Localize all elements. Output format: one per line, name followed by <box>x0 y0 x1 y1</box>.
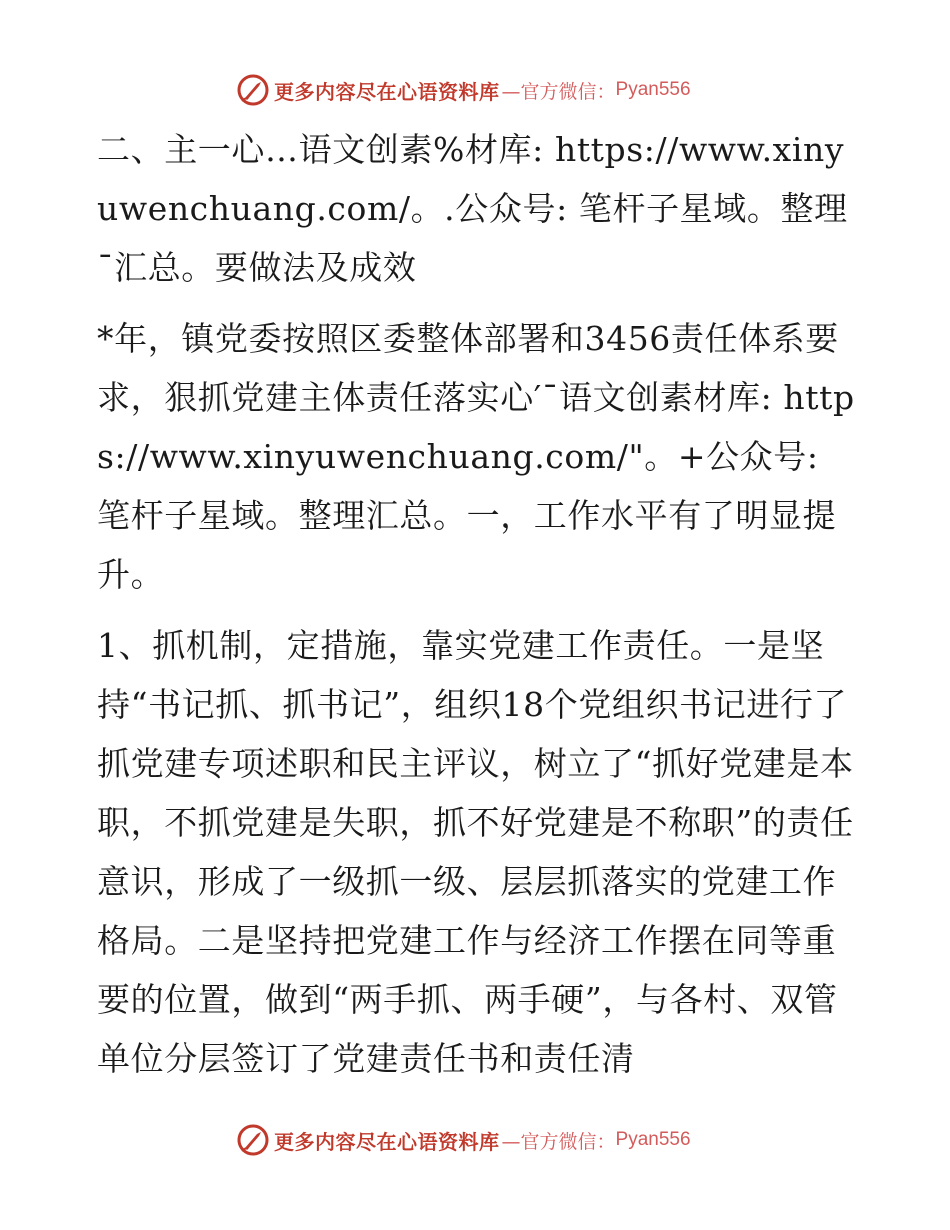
intro-paragraph: *年，镇党委按照区委整体部署和3456责任体系要求，狠抓党建主体责任落实心′¯语文创素材库: https://www.xinyuwenchuang.com/"。+公众号: 笔杆子星域。整理汇总。一，工作水平有了明显提升。 <box>97 319 855 594</box>
banner-title: 更多内容尽在心语资料库 <box>274 79 500 104</box>
document-body <box>97 120 857 1088</box>
heading-paragraph: 二、主一心…语文创素%材库: https://www.xinyuwenchuang.com/。.公众号: 笔杆子星域。整理¯汇总。要做法及成效 <box>97 130 848 287</box>
banner-wechat-label: —官方微信： <box>501 80 616 103</box>
section-1-paragraph: 1、抓机制，定措施，靠实党建工作责任。一是坚持“书记抓、抓书记”，组织18个党组织书记进行了抓党建专项述职和民主评议，树立了“抓好党建是本职，不抓党建是失职，抓不好党建是不称职”的责任意识，形成了一级抓一级、层层抓落实的党建工作格局。二是坚持把党建工作与经济工作摆在同等重要的位置，做到“两手抓、两手硬”，与各村、双管单位分层签订了党建责任书和责任清 <box>97 626 854 1078</box>
banner-wechat-id: Pyan556 <box>615 79 691 100</box>
header-watermark-banner <box>236 72 691 108</box>
pen-logo-icon <box>236 73 270 107</box>
footer-watermark-banner <box>236 1122 691 1158</box>
pen-logo-icon <box>236 1123 270 1157</box>
banner-title: 更多内容尽在心语资料库 <box>274 1129 500 1154</box>
banner-wechat-label: —官方微信： <box>501 1130 616 1153</box>
banner-wechat-id: Pyan556 <box>615 1129 691 1150</box>
